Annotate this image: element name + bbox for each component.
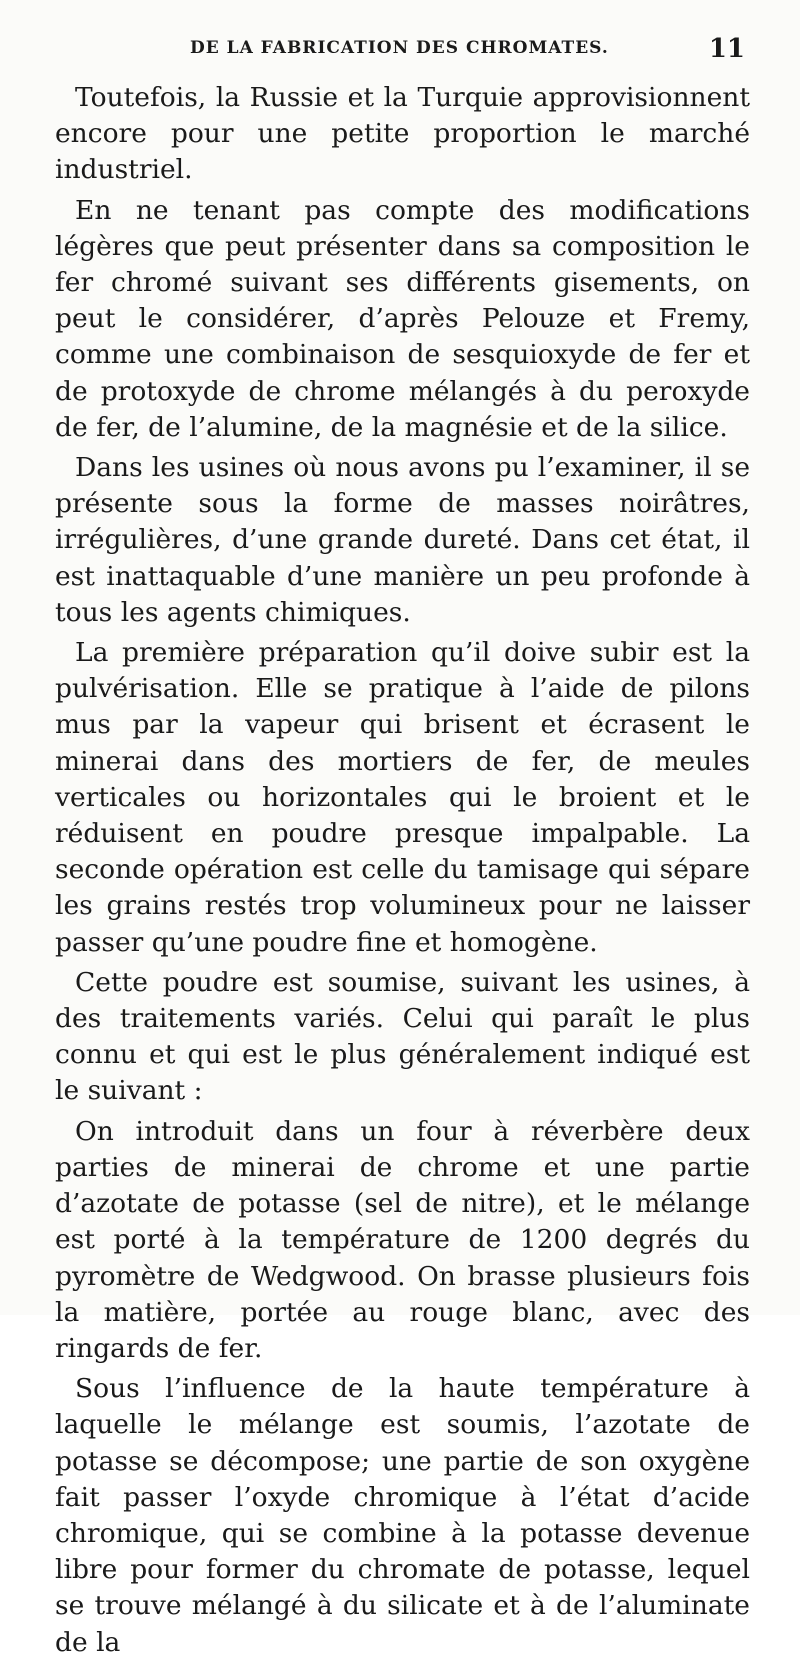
page-number: 11 <box>708 34 745 64</box>
body-text <box>55 80 750 1661</box>
paragraph: On introduit dans un four à réverbère deux parties de minerai de chrome et une partie d’azotate de potasse (sel de nitre), et le mélange est porté à la température de 1200 degrés du pyromètre de Wedgwood. On brasse plusieurs fois la matière, portée au rouge blanc, avec des ringards de fer. <box>55 1115 750 1364</box>
running-title: DE LA FABRICATION DES CHROMATES. <box>190 38 609 58</box>
page-header <box>190 34 745 68</box>
paragraph: Dans les usines où nous avons pu l’examiner, il se présente sous la forme de masses noirâtres, irrégulières, d’une grande dureté. Dans cet état, il est inattaquable d’une manière un peu profonde à tous les agents chimiques. <box>55 452 750 628</box>
paragraph: La première préparation qu’il doive subir est la pulvérisation. Elle se pratique à l’aide de pilons mus par la vapeur qui brisent et écrasent le minerai dans des mortiers de fer, de meules verticales ou horizontales qui le broient et le réduisent en poudre presque impalpable. La seconde opération est celle du tamisage qui sépare les grains restés trop volumineux pour ne laisser passer qu’une poudre fine et homogène. <box>55 637 750 958</box>
paragraph: Cette poudre est soumise, suivant les usines, à des traitements variés. Celui qui paraît le plus connu et qui est le plus généralement indiqué est le suivant : <box>55 966 750 1107</box>
paragraph: En ne tenant pas compte des modifications légères que peut présenter dans sa composition le fer chromé suivant ses différents gisements, on peut le considérer, d’après Pelouze et Fremy, comme une combinaison de sesquioxyde de fer et de protoxyde de chrome mélangés à du peroxyde de fer, de l’alumine, de la magnésie et de la silice. <box>55 194 750 443</box>
paragraph: Toutefois, la Russie et la Turquie approvisionnent encore pour une petite proportion le marché industriel. <box>55 82 750 186</box>
paragraph: Sous l’influence de la haute température à laquelle le mélange est soumis, l’azotate de potasse se décompose; une partie de son oxygène fait passer l’oxyde chromique à l’état d’acide chromique, qui se combine à la potasse devenue libre pour former du chromate de potasse, lequel se trouve mélangé à du silicate et à de l’aluminate de la <box>55 1373 750 1658</box>
